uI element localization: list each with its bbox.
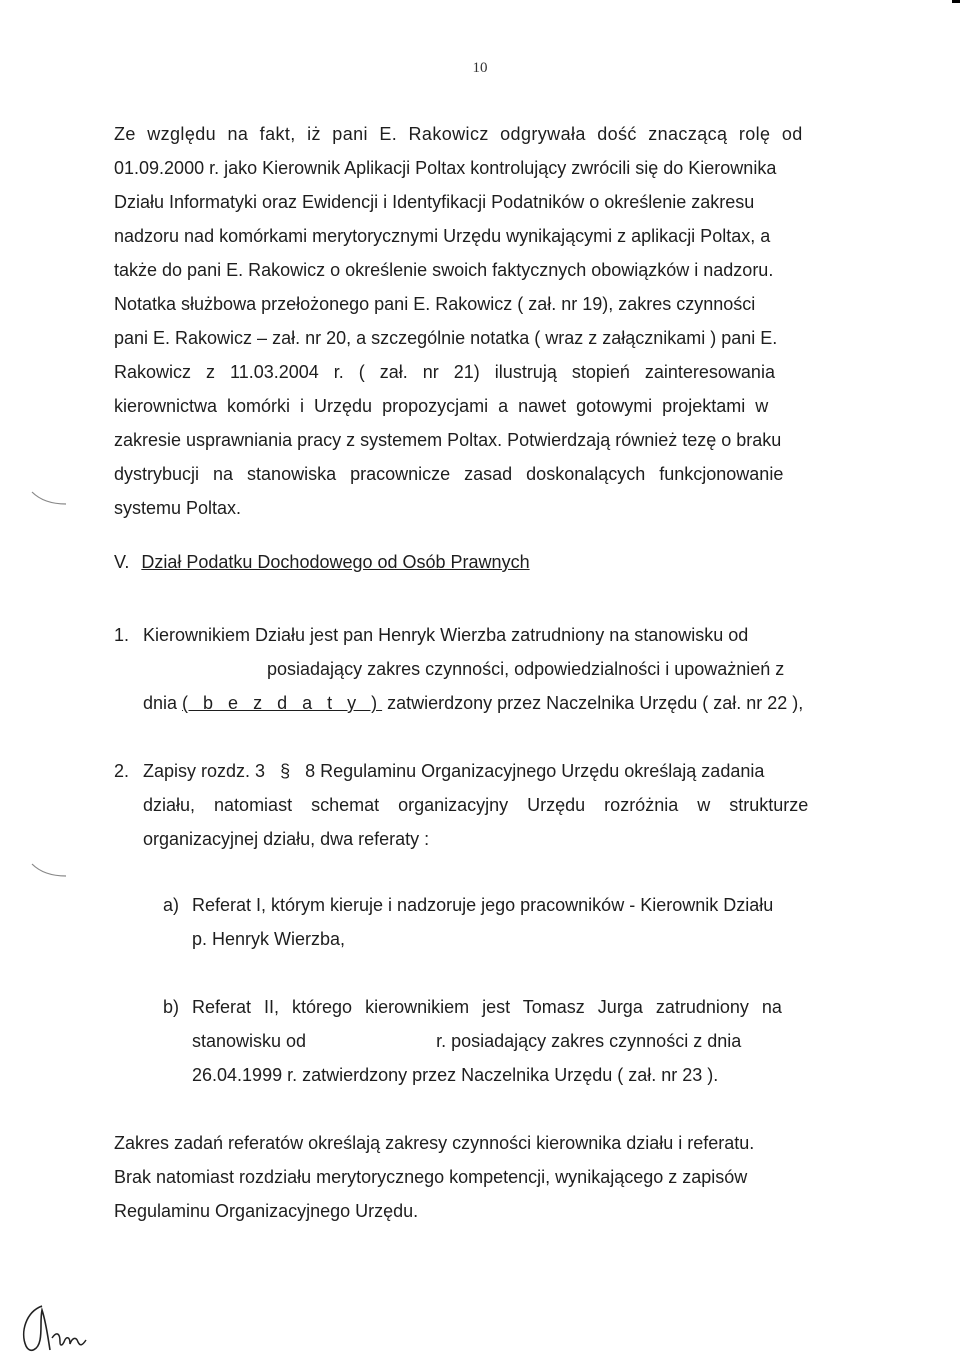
intro-line: Notatka służbowa przełożonego pani E. Rakowicz ( zał. nr 19), zakres czynności (114, 294, 756, 314)
closing-paragraph (114, 1126, 842, 1228)
item-1 (114, 618, 843, 720)
no-date-note: ( b e z d a t y ) (182, 693, 383, 713)
sub-item-line: p. Henryk Wierzba, (192, 929, 346, 949)
closing-line: Regulaminu Organizacyjnego Urzędu. (114, 1201, 419, 1221)
intro-line: nadzoru nad komórkami merytorycznymi Urzędu wynikającymi z aplikacji Poltax, a (114, 226, 771, 246)
intro-line: zakresie usprawniania pracy z systemem Poltax. Potwierdzają również tezę o braku (114, 430, 782, 450)
sub-item-b (163, 990, 842, 1092)
intro-line: kierownictwa komórki i Urzędu propozycjami a nawet gotowymi projektami w (114, 396, 769, 416)
closing-line: Zakres zadań referatów określają zakresy czynności kierownika działu i referatu. (114, 1133, 755, 1153)
page-number: 10 (472, 60, 488, 76)
intro-line: Rakowicz z 11.03.2004 r. ( zał. nr 21) ilustrują stopień zainteresowania (114, 362, 775, 382)
regulation-text: 8 Regulaminu Organizacyjnego Urzędu określają zadania (305, 761, 765, 781)
signature-initials (16, 1302, 96, 1363)
sub-item-line: Referat II, którego kierownikiem jest Tomasz Jurga zatrudniony na (192, 997, 782, 1017)
intro-line: dystrybucji na stanowiska pracownicze zasad doskonalących funkcjonowanie (114, 464, 784, 484)
sub-item-a (163, 888, 842, 956)
intro-line: Ze względu na fakt, iż pani E. Rakowicz odgrywała dość znaczącą rolę od (114, 124, 803, 144)
item-2 (114, 754, 843, 856)
intro-line: także do pani E. Rakowicz o określenie swoich faktycznych obowiązków i nadzoru. (114, 260, 774, 280)
scan-edge-mark (952, 0, 960, 3)
item-number: 2. (114, 761, 130, 781)
sub-item-line: 26.04.1999 r. zatwierdzony przez Naczelnika Urzędu ( zał. nr 23 ). (192, 1065, 719, 1085)
intro-line: Działu Informatyki oraz Ewidencji i Identyfikacji Podatników o określenie zakresu (114, 192, 755, 212)
margin-tick-mark (30, 490, 70, 515)
section-title: Dział Podatku Dochodowego od Osób Prawnych (141, 552, 530, 572)
item-line: Kierownikiem Działu jest pan Henryk Wierzba zatrudniony na stanowisku od (143, 625, 749, 645)
date-prefix: dnia (143, 693, 178, 713)
margin-tick-mark (30, 862, 70, 887)
sub-item-label: b) (163, 997, 180, 1017)
approval-text: zatwierdzony przez Naczelnika Urzędu ( zał. nr 22 ), (387, 693, 804, 713)
item-line: działu, natomiast schemat organizacyjny Urzędu rozróżnia w strukturze (143, 795, 809, 815)
sub-item-label: a) (163, 895, 180, 915)
section-heading (114, 552, 530, 573)
intro-line: systemu Poltax. (114, 498, 242, 518)
intro-line: pani E. Rakowicz – zał. nr 20, a szczególnie notatka ( wraz z załącznikami ) pani E. (114, 328, 778, 348)
scope-date-text: r. posiadający zakres czynności z dnia (436, 1031, 742, 1051)
sub-item-line (192, 1024, 842, 1058)
intro-paragraph (114, 117, 842, 525)
position-from: stanowisku od (192, 1031, 307, 1051)
item-line (143, 754, 843, 788)
item-line: organizacyjnej działu, dwa referaty : (143, 829, 430, 849)
closing-line: Brak natomiast rozdziału merytorycznego kompetencji, wynikającego z zapisów (114, 1167, 748, 1187)
sub-item-line: Referat I, którym kieruje i nadzoruje jego pracowników - Kierownik Działu (192, 895, 774, 915)
section-number: V. (114, 552, 130, 572)
item-line (143, 686, 843, 720)
section-sign: § (280, 761, 291, 781)
item-number: 1. (114, 625, 130, 645)
item-line: posiadający zakres czynności, odpowiedzialności i upoważnień z (267, 659, 785, 679)
intro-line: 01.09.2000 r. jako Kierownik Aplikacji Poltax kontrolujący zwrócili się do Kierownika (114, 158, 777, 178)
chapter-ref: Zapisy rozdz. 3 (143, 761, 266, 781)
